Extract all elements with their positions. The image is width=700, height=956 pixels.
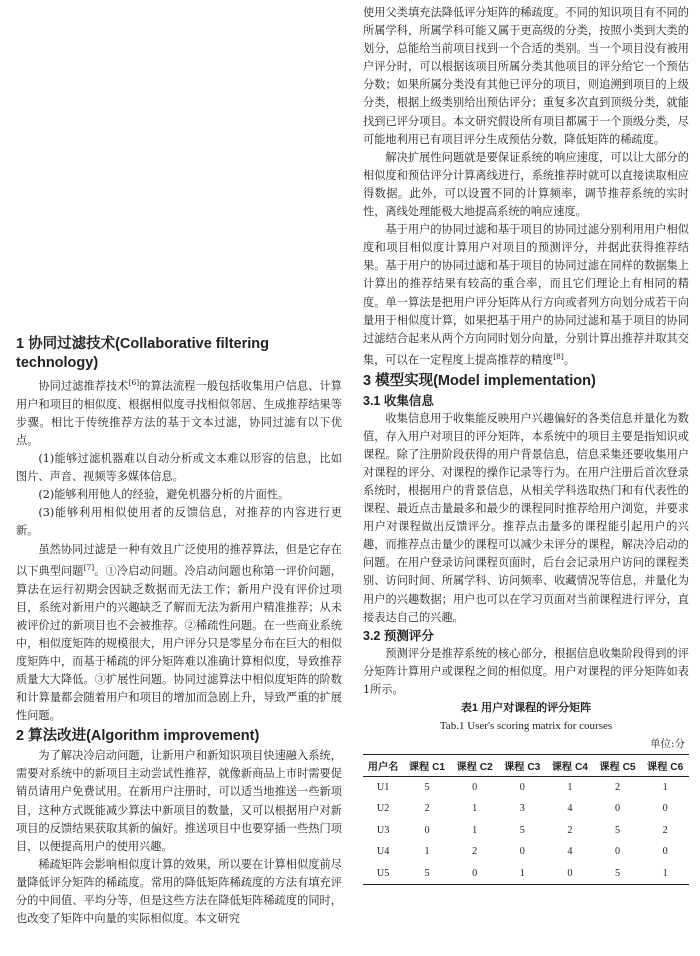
- subsection-3-1-heading: 3.1 收集信息: [363, 393, 434, 408]
- paragraph: 虽然协同过滤是一种有效且广泛使用的推荐算法，但是它存在以下典型问题[7]。①冷启动问题。冷启动问题也称第一评价问题，算法在运行初期会因缺乏数据而无法工作；新用户没有评价过项目，系统对新用户的兴趣缺乏了解而无法为新用户精准推荐；从未被评价过的新项目也不会被推荐。②稀疏性问题。在一些商业系统中，相似度矩阵的规模很大，用户评分只是零星分布在巨大的相似度矩阵中，而基于稀疏的评分矩阵难以准确计算相似度，导致推荐质量大大降低。③扩展性问题。协同过滤算法中相似度矩阵的阶数和计算量都会随着用户和项目的增加而急剧上升，导致严重的扩展性问题。: [16, 542, 342, 723]
- table-cell: 0: [472, 782, 478, 794]
- paragraph: 协同过滤推荐技术[6]的算法流程一般包括收集用户信息、计算用户和项目的相似度、根据相似度寻找相似邻居、生成推荐结果等步骤。相比于传统推荐方法的基于文本过滤，协同过滤有以下优点。: [16, 378, 342, 448]
- scoring-matrix-table: [363, 754, 689, 885]
- table-cell: 2: [567, 824, 573, 836]
- table-cell: 0: [662, 846, 668, 858]
- table-cell: 0: [424, 824, 430, 836]
- paragraph: 收集信息用于收集能反映用户兴趣偏好的各类信息并量化为数值，存入用户对项目的评分矩阵，本系统中的项目主要是指知识或课程。除了注册阶段获得的用户背景信息，信息采集还要收集用户对课程的评分、对课程的操作记录等行为。在用户注册后首次登录系统时，根据用户的背景信息，从相关学科选取热门和有代表性的课程、最近点击量最多和最少的课程同时推荐给用户浏览，并要求用户对课程做出反馈评分。推荐点击量多的课程能引起用户的兴趣，而推荐点击量少的课程可以减少未评分的课程，解决冷启动的问题。在用户登录访问课程页面时，后台会记录用户访问的课程类别、访问时间、所属学科、访问频率、收藏情况等信息，并量化为用户的兴趣数据；用户也可以在学习页面对当前课程进行评分，直接表达自己的兴趣。: [363, 411, 689, 624]
- table-cell: 1: [662, 867, 668, 879]
- table-cell: 2: [424, 803, 430, 815]
- paragraph: 基于用户的协同过滤和基于项目的协同过滤分别利用用户相似度和项目相似度计算用户对项目的预测评分，并据此获得推荐结果。基于用户的协同过滤和基于项目的协同过滤在同样的数据集上计算出的推荐结果有较高的重合率，而且它们理论上有相同的精度。单一算法是把用户评分矩阵从行方向或者列方向划分成若干向量用于相似度计算，如果把基于用户的协同过滤和基于项目的协同过滤结合起来从两个方向同时划分向量，分别计算出推荐并取其交集，可以在一定程度上提高推荐的精度[8]。: [363, 223, 689, 367]
- paragraph: 使用父类填充法降低评分矩阵的稀疏度。不同的知识项目有不同的所属学科，所属学科可能又属于更高级的分类，按照小类到大类的划分，总能给当前项目找到一个合适的类别。当一个项目没有被用户评分时，可以根据该项目所属分类其他项目的评分给它一个预估分数；如果所属分类没有其他已评分的项目，则追溯到项目的上级分类，根据上级类别给出预估评分；重复多次直到顶级分类，就能找到已评分项目。本文研究假设所有项目都属于一个顶级分类，尽可能地利用已有项目评分生成预估分数，降低矩阵的稀疏度。: [363, 6, 689, 146]
- left-column: [16, 0, 342, 928]
- table-cell: 3: [519, 803, 525, 815]
- section-3-heading: 3 模型实现(Model implementation): [363, 372, 596, 389]
- table-unit: 单位:分: [649, 738, 685, 751]
- table-title-english: Tab.1 User's scoring matrix for courses: [439, 720, 613, 733]
- table-cell: 2: [472, 846, 478, 858]
- header-cell: 课程 C5: [599, 762, 636, 774]
- table-cell: 0: [519, 846, 525, 858]
- blank-space: [16, 0, 342, 333]
- table-cell: 5: [519, 824, 525, 836]
- table-cell: 5: [424, 782, 430, 794]
- paragraph: 为了解决冷启动问题，让新用户和新知识项目快速融入系统，需要对系统中的新项目主动尝试性推荐，就像新商品上市时需要促销员请用户免费试用。在新用户注册时，可以适当地推送一些新项目，这种方式既能减少算法中新项目的数量，又可以根据用户对新项目的反馈结果获取其新的偏好。推送项目中也要穿插一些热门项目，以便提高用户的使用兴趣。: [16, 749, 342, 853]
- table-cell: U4: [376, 846, 390, 858]
- header-cell: 课程 C6: [647, 762, 684, 774]
- table-cell: 2: [662, 824, 668, 836]
- section-1-heading: 1 协同过滤技术(Collaborative filtering technology): [16, 336, 269, 371]
- table-cell: 0: [614, 846, 621, 858]
- section-2-heading: 2 算法改进(Algorithm improvement): [16, 728, 260, 745]
- paragraph: (2)能够利用他人的经验，避免机器分析的片面性。: [38, 488, 290, 502]
- table-cell: 0: [614, 803, 621, 815]
- table-header-row: [363, 755, 689, 777]
- header-cell: 课程 C3: [504, 762, 541, 774]
- table-cell: 5: [424, 867, 430, 879]
- table-cell: 5: [614, 824, 621, 836]
- right-column: [363, 4, 689, 885]
- table-row: [363, 777, 689, 799]
- table-row: [363, 798, 689, 820]
- header-cell: 用户名: [367, 762, 399, 774]
- citation: [6]: [128, 378, 140, 387]
- citation: [8]: [553, 351, 564, 361]
- paragraph: 解决扩展性问题就是要保证系统的响应速度，可以让大部分的相似度和预估评分计算离线进行，系统推荐时就可以直接读取相应得数据。此外，可以设置不同的计算频率，调节推荐系统的实时性，离线处理能极大地提高系统的响应速度。: [363, 150, 689, 219]
- table-cell: 1: [567, 782, 573, 794]
- table-cell: 5: [614, 867, 621, 879]
- table-cell: 0: [662, 803, 668, 815]
- paragraph: (3)能够利用相似使用者的反馈信息，对推荐的内容进行更新。: [16, 506, 342, 538]
- table-row: [363, 841, 689, 863]
- table-cell: 0: [567, 867, 573, 879]
- subsection-3-2-heading: 3.2 预测评分: [363, 628, 434, 643]
- table-cell: 1: [662, 782, 668, 794]
- paragraph: 稀疏矩阵会影响相似度计算的效果，所以要在计算相似度前尽量降低评分矩阵的稀疏度。常用的降低矩阵稀疏度的方法有填充评分的中间值、平均分等，但是这些方法在降低矩阵稀疏度的同时，也改变了矩阵中向量的实际相似度。本文研究: [16, 857, 342, 926]
- table-cell: 1: [424, 846, 430, 858]
- table-cell: U3: [376, 824, 390, 836]
- table-cell: U5: [376, 867, 390, 879]
- table-cell: U1: [376, 782, 390, 794]
- table-cell: 2: [614, 782, 621, 794]
- table-cell: U2: [376, 803, 390, 815]
- paragraph: 预测评分是推荐系统的核心部分，根据信息收集阶段得到的评分矩阵计算用户或课程之间的相似度。用户对课程的评分矩阵如表1所示。: [363, 646, 689, 696]
- table-cell: 1: [472, 803, 478, 815]
- table-row: [363, 820, 689, 842]
- table-cell: 4: [567, 803, 573, 815]
- table-cell: 0: [472, 867, 478, 879]
- citation: [7]: [83, 562, 95, 572]
- header-cell: 课程 C2: [456, 762, 493, 774]
- table-cell: 4: [567, 846, 573, 858]
- table-cell: 0: [519, 782, 525, 794]
- table-row: [363, 863, 689, 885]
- paragraph: (1)能够过滤机器难以自动分析或文本难以形容的信息，比如图片、声音、视频等多媒体信息。: [16, 452, 342, 484]
- table-cell: 1: [519, 867, 525, 879]
- header-cell: 课程 C1: [408, 762, 446, 774]
- table-title: 表1 用户对课程的评分矩阵: [460, 702, 592, 715]
- table-cell: 1: [472, 824, 478, 836]
- header-cell: 课程 C4: [551, 762, 588, 774]
